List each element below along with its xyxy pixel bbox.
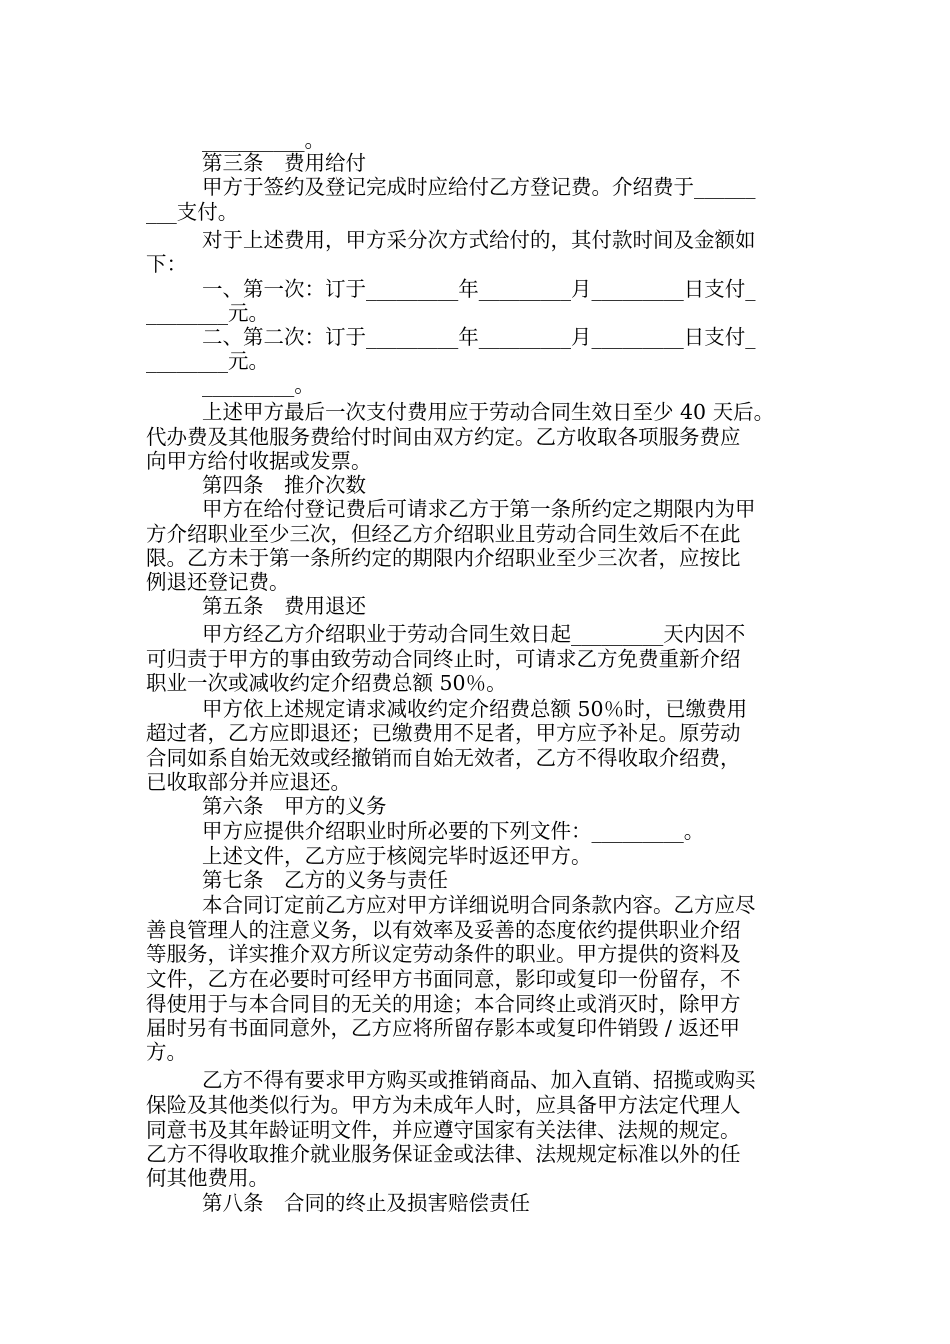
section-heading: 第三条 费用给付 <box>202 151 366 175</box>
text-line: 一、第一次：订于_________年_________月_________日支付_ <box>202 277 756 301</box>
section-heading: 第四条 推介次数 <box>202 473 366 497</box>
text-line: 上述甲方最后一次支付费用应于劳动合同生效日至少 40 天后。 <box>202 400 775 424</box>
text-line: __________。 <box>202 128 325 152</box>
text-line: ________元。 <box>146 301 269 325</box>
text-line: 甲方于签约及登记完成时应给付乙方登记费。介绍费于______ <box>202 175 756 199</box>
text-line: 职业一次或减收约定介绍费总额 50％。 <box>146 671 507 695</box>
text-line: 届时另有书面同意外，乙方应将所留存影本或复印件销毁 / 返还甲 <box>146 1016 740 1040</box>
text-line: 下： <box>146 252 187 276</box>
text-line: 方介绍职业至少三次，但经乙方介绍职业且劳动合同生效后不在此 <box>146 522 741 546</box>
section-heading: 第八条 合同的终止及损害赔偿责任 <box>202 1191 530 1215</box>
text-line: 甲方应提供介绍职业时所必要的下列文件：_________。 <box>202 819 705 843</box>
text-line: 甲方在给付登记费后可请求乙方于第一条所约定之期限内为甲 <box>202 497 756 521</box>
section-heading: 第六条 甲方的义务 <box>202 794 387 818</box>
text-line: ___支付。 <box>146 200 239 224</box>
text-line: 代办费及其他服务费给付时间由双方约定。乙方收取各项服务费应 <box>146 425 741 449</box>
text-line: 对于上述费用，甲方采分次方式给付的，其付款时间及金额如 <box>202 228 756 252</box>
text-line: 甲方依上述规定请求减收约定介绍费总额 50％时，已缴费用 <box>202 697 748 721</box>
text-line: 向甲方给付收据或发票。 <box>146 449 372 473</box>
text-line: 善良管理人的注意义务，以有效率及妥善的态度依约提供职业介绍 <box>146 918 741 942</box>
text-line: 乙方不得收取推介就业服务保证金或法律、法规规定标准以外的任 <box>146 1142 741 1166</box>
text-line: 本合同订定前乙方应对甲方详细说明合同条款内容。乙方应尽 <box>202 893 756 917</box>
text-line: 例退还登记费。 <box>146 570 290 594</box>
text-line: 同意书及其年龄证明文件，并应遵守国家有关法律、法规的规定。 <box>146 1118 741 1142</box>
text-line: 乙方不得有要求甲方购买或推销商品、加入直销、招揽或购买 <box>202 1068 756 1092</box>
text-line: 何其他费用。 <box>146 1166 269 1190</box>
text-line: 得使用于与本合同目的无关的用途；本合同终止或消灭时，除甲方 <box>146 992 741 1016</box>
text-line: 文件，乙方在必要时可经甲方书面同意，影印或复印一份留存，不 <box>146 967 741 991</box>
text-line: 已收取部分并应退还。 <box>146 770 351 794</box>
text-line: 方。 <box>146 1040 187 1064</box>
text-line: ________元。 <box>146 349 269 373</box>
section-heading: 第七条 乙方的义务与责任 <box>202 868 448 892</box>
text-line: _________。 <box>202 373 315 397</box>
text-line: 保险及其他类似行为。甲方为未成年人时，应具备甲方法定代理人 <box>146 1093 741 1117</box>
text-line: 上述文件，乙方应于核阅完毕时返还甲方。 <box>202 844 592 868</box>
text-line: 二、第二次：订于_________年_________月_________日支付_ <box>202 325 756 349</box>
text-line: 超过者，乙方应即退还；已缴费用不足者，甲方应予补足。原劳动 <box>146 721 741 745</box>
text-line: 限。乙方未于第一条所约定的期限内介绍职业至少三次者，应按比 <box>146 546 741 570</box>
text-line: 甲方经乙方介绍职业于劳动合同生效日起_________天内因不 <box>202 622 746 646</box>
text-line: 等服务，详实推介双方所议定劳动条件的职业。甲方提供的资料及 <box>146 942 741 966</box>
text-line: 可归责于甲方的事由致劳动合同终止时，可请求乙方免费重新介绍 <box>146 647 741 671</box>
section-heading: 第五条 费用退还 <box>202 594 366 618</box>
text-line: 合同如系自始无效或经撤销而自始无效者，乙方不得收取介绍费， <box>146 746 741 770</box>
